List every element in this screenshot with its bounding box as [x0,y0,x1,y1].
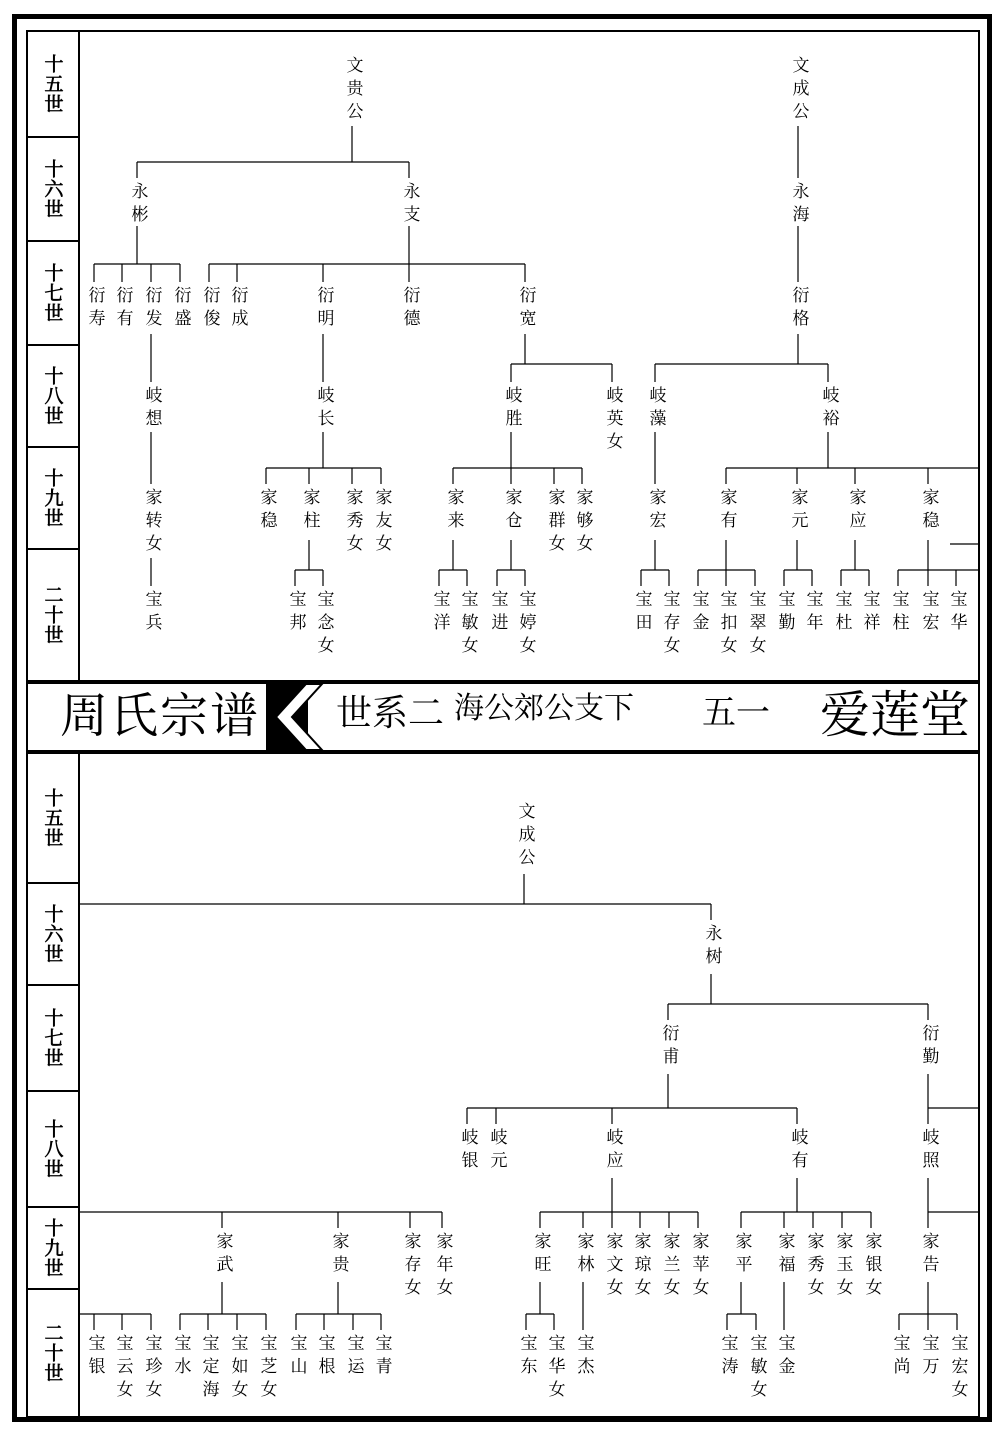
person-node: 宝年 [802,590,823,636]
person-node: 家来 [443,488,464,534]
person-node: 永树 [701,924,722,970]
person-node: 宝宏 [918,590,939,636]
gen-label: 二十世 [41,585,64,645]
person-node: 家应 [845,488,866,534]
person-node: 岐英女 [602,386,623,455]
gen-label: 十五世 [26,32,78,138]
person-node: 宝杰 [573,1334,594,1380]
person-node: 衍有 [112,286,133,332]
person-node: 家兰女 [659,1232,680,1301]
gen-label: 十八世 [26,1092,78,1208]
person-node: 宝云女 [112,1334,133,1403]
person-node: 衍成 [227,286,248,332]
person-node: 岐长 [313,386,334,432]
person-node: 家贵 [328,1232,349,1278]
person-node: 宝婷女 [515,590,536,659]
person-node: 宝定海 [198,1334,219,1403]
person-node: 宝青 [371,1334,392,1380]
branch-label: 海公郊公支下 [454,691,634,726]
person-node: 家元 [787,488,808,534]
person-node: 衍寿 [84,286,105,332]
person-node: 宝华女 [544,1334,565,1403]
gen-label: 十六世 [26,138,78,242]
gen-label: 二十世 [41,1323,64,1383]
section-label: 世系二 [336,693,445,734]
person-node: 宝根 [314,1334,335,1380]
person-node: 家仓 [501,488,522,534]
person-node: 家存女 [400,1232,421,1301]
person-node: 岐藻 [645,386,666,432]
person-node: 岐银 [457,1128,478,1174]
person-node: 岐应 [602,1128,623,1174]
person-node: 宝尚 [889,1334,910,1380]
person-node: 岐照 [918,1128,939,1174]
person-node: 宝存女 [659,590,680,659]
person-node: 衍发 [141,286,162,332]
person-node: 家琼女 [630,1232,651,1301]
person-node: 宝运 [343,1334,364,1380]
person-node: 家转女 [141,488,162,557]
person-node: 家平 [731,1232,752,1278]
person-node: 文成公 [514,802,535,871]
person-node: 宝扣女 [716,590,737,659]
person-node: 家够女 [572,488,593,557]
person-node: 宝芝女 [256,1334,277,1403]
person-node: 岐胜 [501,386,522,432]
person-node: 家稳 [256,488,277,534]
person-node: 宝邦 [285,590,306,636]
person-node: 文贵公 [342,56,363,125]
person-node: 宝涛 [717,1334,738,1380]
person-node: 宝宏女 [947,1334,968,1403]
person-node: 永支 [399,182,420,228]
gen-label: 十六世 [26,884,78,986]
person-node: 宝杜 [831,590,852,636]
person-node: 家武 [212,1232,233,1278]
person-node: 衍宽 [515,286,536,332]
person-node: 岐有 [787,1128,808,1174]
page-number: 五一 [702,693,770,733]
person-node: 家群女 [544,488,565,557]
person-node: 岐想 [141,386,162,432]
person-node: 家秀女 [342,488,363,557]
gen-label: 十七世 [26,986,78,1092]
person-node: 岐裕 [818,386,839,432]
person-node: 家银女 [861,1232,882,1301]
person-node: 宝银 [84,1334,105,1380]
person-node: 衍勤 [918,1024,939,1070]
person-node: 宝勤 [774,590,795,636]
person-node: 家宏 [645,488,666,534]
person-node: 家年女 [432,1232,453,1301]
person-node: 宝华 [946,590,967,636]
person-node: 家友女 [371,488,392,557]
person-node: 文成公 [788,56,809,125]
person-node: 衍盛 [170,286,191,332]
person-node: 宝金 [774,1334,795,1380]
person-node: 宝柱 [888,590,909,636]
person-node: 宝洋 [429,590,450,636]
person-node: 家林 [573,1232,594,1278]
person-node: 宝水 [170,1334,191,1380]
gen-label: 十九世 [26,1208,78,1290]
person-node: 宝金 [688,590,709,636]
person-node: 岐元 [486,1128,507,1174]
person-node: 宝田 [631,590,652,636]
person-node: 宝念女 [313,590,334,659]
person-node: 衍明 [313,286,334,332]
person-node: 宝敏女 [746,1334,767,1403]
gen-label: 十五世 [26,754,78,884]
person-node: 衍俊 [199,286,220,332]
person-node: 家有 [716,488,737,534]
gen-label: 十八世 [26,346,78,448]
genealogy-title: 周氏宗谱 [60,688,261,744]
person-node: 家旺 [530,1232,551,1278]
person-node: 家稳 [918,488,939,534]
person-node: 宝兵 [141,590,162,636]
person-node: 家秀女 [803,1232,824,1301]
person-node: 宝山 [286,1334,307,1380]
person-node: 永海 [788,182,809,228]
person-node: 宝万 [918,1334,939,1380]
person-node: 衍甫 [658,1024,679,1070]
person-node: 宝东 [516,1334,537,1380]
person-node: 衍格 [788,286,809,332]
hall-name: 爱莲堂 [820,686,970,744]
person-node: 永彬 [127,182,148,228]
person-node: 家玉女 [832,1232,853,1301]
person-node: 宝珍女 [141,1334,162,1403]
person-node: 宝翠女 [745,590,766,659]
person-node: 家告 [918,1232,939,1278]
person-node: 家福 [774,1232,795,1278]
person-node: 宝祥 [859,590,880,636]
person-node: 家文女 [602,1232,623,1301]
person-node: 家苹女 [688,1232,709,1301]
person-node: 衍德 [399,286,420,332]
person-node: 宝敏女 [457,590,478,659]
gen-label: 十七世 [26,242,78,346]
gen-label: 十九世 [26,448,78,550]
person-node: 宝如女 [227,1334,248,1403]
person-node: 宝进 [487,590,508,636]
person-node: 家柱 [299,488,320,534]
